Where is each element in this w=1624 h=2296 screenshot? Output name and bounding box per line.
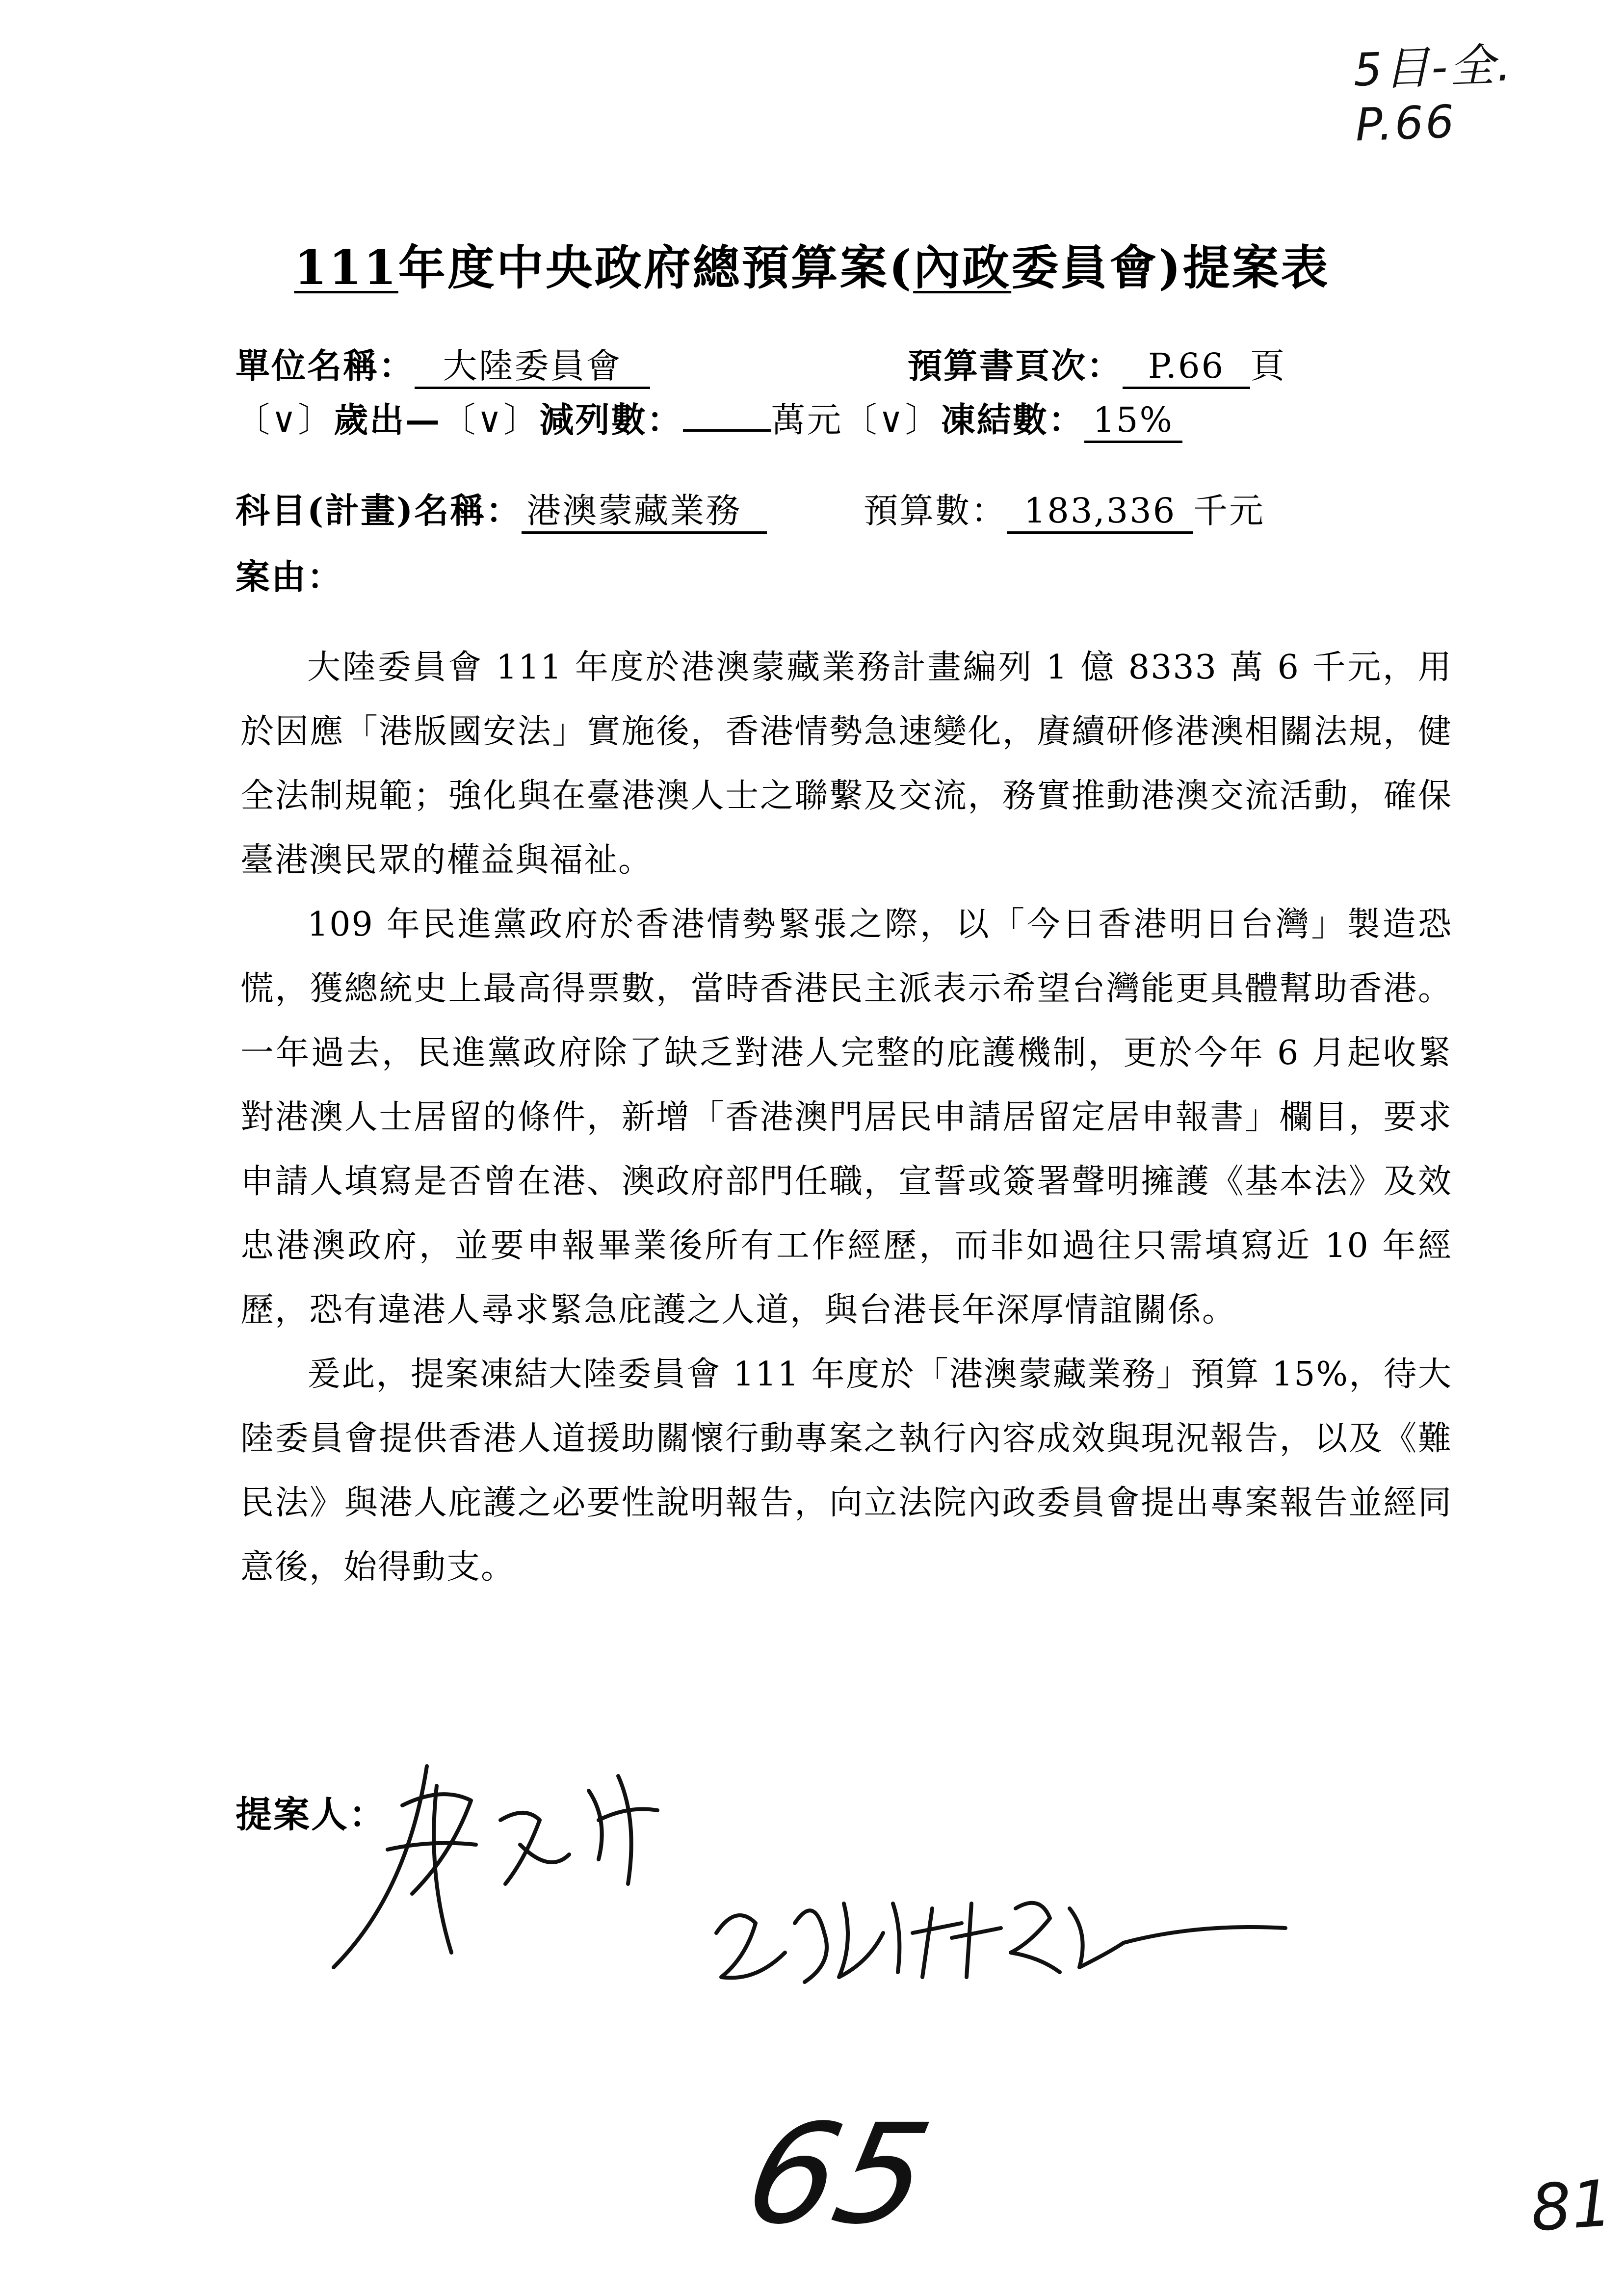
title-part2: 委員會)提案表 [1011,240,1330,295]
unit-row [236,339,650,389]
item-label: 科目(計畫)名稱： [236,490,522,531]
cut-unit: 萬元 [771,400,843,440]
cut-label: 減列數： [539,399,683,440]
budget-label: 預算數： [864,491,1007,531]
paragraph-2: 109 年民進黨政府於香港情勢緊張之際，以「今日香港明日台灣」製造恐慌，獲總統史上最高得票數，當時香港民主派表示希望台灣能更具體幫助香港。一年過去，民進黨政府除了缺乏對港人完整的庇護機制，更於今年 6 月起收緊對港澳人士居留的條件，新增「香港澳門居民申請居留定居申報書」欄目，要求申請人填寫是否曾在港、澳政府部門任職，宣誓或簽署聲明擁護《基本法》及效忠港澳政府，並要申報畢業後所有工作經歷，而非如過往只需填寫近 10 年經歷，恐有違港人尋求緊急庇護之人道，與台港長年深厚情誼關係。 [240,905,1452,1330]
title-year: 111 [294,240,398,295]
paragraph-1: 大陸委員會 111 年度於港澳蒙藏業務計畫編列 1 億 8333 萬 6 千元，用於因應「港版國安法」實施後，香港情勢急速變化，賡續研修港澳相關法規，健全法制規範；強化與在臺港澳人士之聯繫及交流，務實推動港澳交流活動，確保臺港澳民眾的權益與福祉。 [240,648,1452,880]
page-title [0,231,1624,298]
proposer-label: 提案人： [236,1794,387,1836]
freeze-value: 15% [1084,399,1182,443]
reason-body [240,635,1452,1599]
unit-label: 單位名稱： [236,345,415,386]
unit-value: 大陸委員會 [415,345,650,389]
handwritten-reference-note: 5目-全. P.66 [1352,38,1514,152]
signatures [314,1747,1295,2065]
page-ref-suffix: 頁 [1250,346,1286,386]
reason-label: 案由： [236,556,343,597]
cut-checkbox: 〔∨〕 [441,400,540,440]
expense-label: 歲出— [334,399,442,440]
item-value: 港澳蒙藏業務 [522,490,767,534]
expense-checkbox: 〔∨〕 [236,400,334,440]
signature-1 [334,1766,657,1967]
signature-3 [913,1903,1285,1977]
cut-value [683,429,771,432]
handwritten-page-number: 65 [733,2095,943,2255]
handwritten-sheet-number: 81 [1528,2166,1615,2246]
signature-2 [716,1904,899,1982]
budget-flags-row [236,392,1182,443]
budget-unit: 千元 [1193,491,1265,531]
page-ref-row [908,339,1286,389]
freeze-label: 凍結數： [941,399,1084,440]
item-row [236,483,767,534]
paragraph-3: 爰此，提案凍結大陸委員會 111 年度於「港澳蒙藏業務」預算 15%，待大陸委員會提供香港人道援助關懷行動專案之執行內容成效與現況報告，以及《難民法》與港人庇護之必要性說明報告，向立法院內政委員會提出專案報告並經同意後，始得動支。 [240,1355,1452,1587]
title-committee: 內政 [913,240,1012,295]
budget-row [864,483,1265,534]
budget-value: 183,336 [1007,490,1193,534]
title-part1: 年度中央政府總預算案( [398,240,914,295]
page-ref-label: 預算書頁次： [908,345,1123,386]
page-ref-value: P.66 [1123,345,1250,389]
freeze-checkbox: 〔∨〕 [842,400,941,440]
